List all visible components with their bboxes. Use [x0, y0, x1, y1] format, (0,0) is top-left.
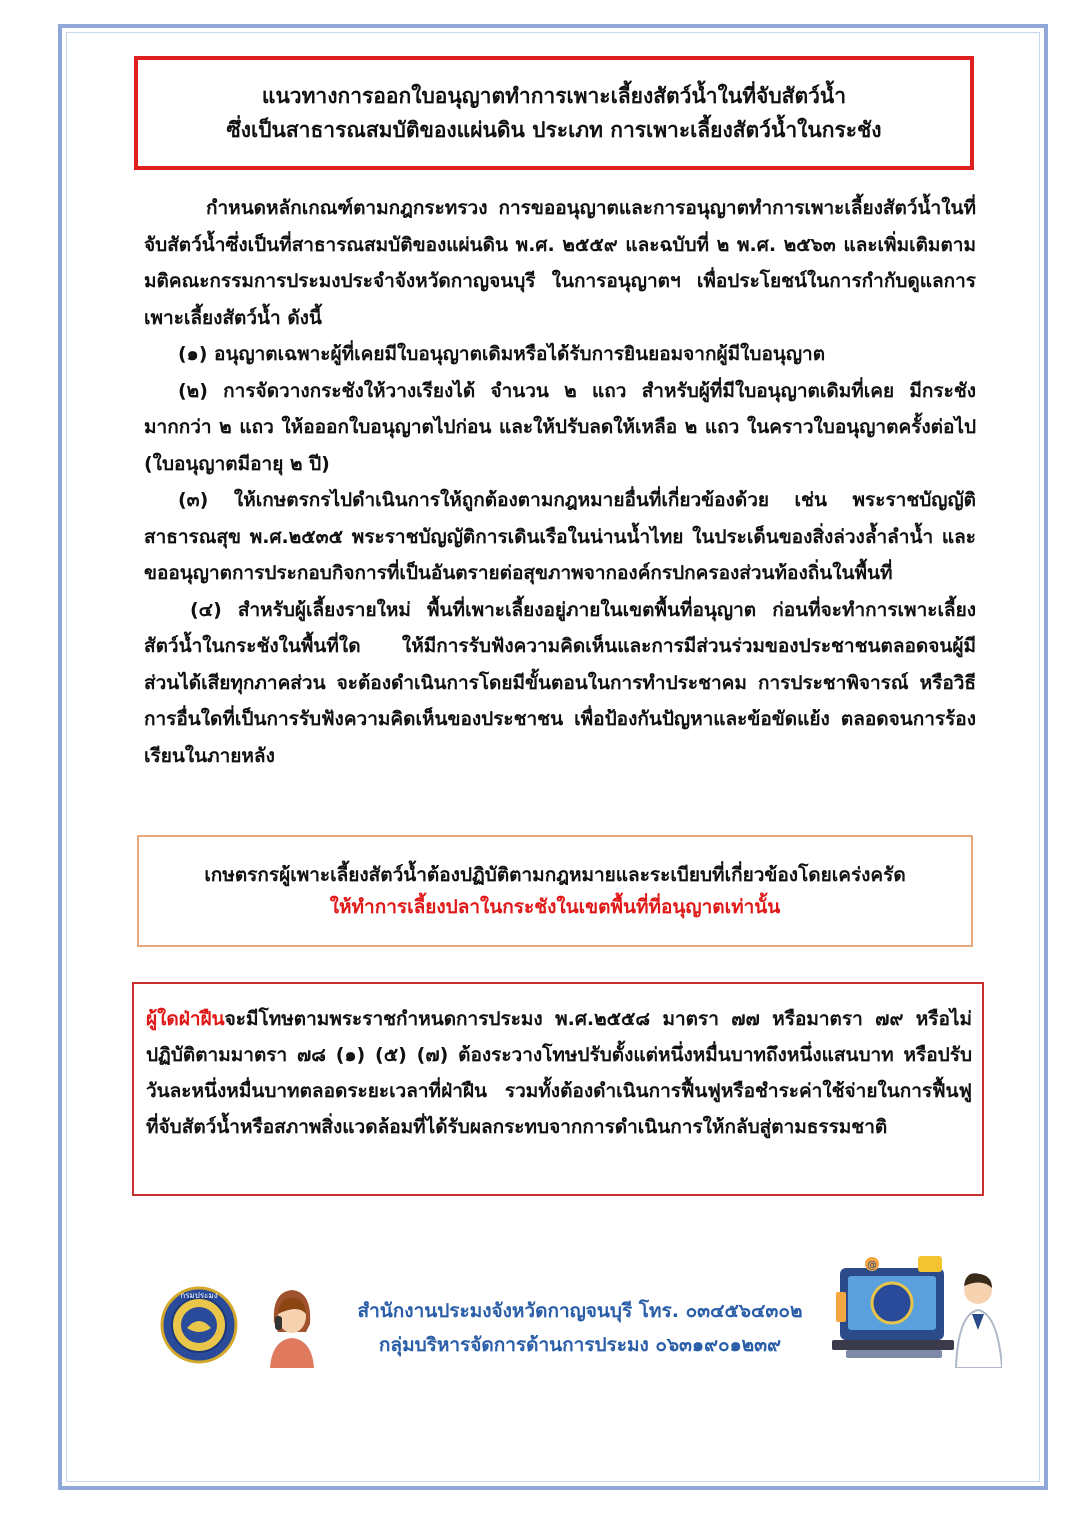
helpdesk-computer-icon	[832, 1256, 1002, 1368]
title-line-1: แนวทางการออกใบอนุญาตทำการเพาะเลี้ยงสัตว์น้ำในที่จับสัตว์น้ำ	[261, 84, 847, 108]
title-box	[134, 56, 974, 170]
guideline-item-3: (๓) ให้เกษตรกรไปดำเนินการให้ถูกต้องตามกฎหมายอื่นที่เกี่ยวข้องด้วย เช่น พระราชบัญญัติสาธารณสุข พ.ศ.๒๕๓๕ พระราชบัญญัติการเดินเรือในน่านน้ำไทย ในประเด็นของสิ่งล่วงล้ำลำน้ำ และขออนุญาตการประกอบกิจการที่เป็นอันตรายต่อสุขภาพจากองค์กรปกครองส่วนท้องถิ่นในพื้นที่	[144, 489, 976, 584]
seal-label: กรมประมง	[180, 1291, 218, 1300]
footer	[160, 1256, 1030, 1376]
svg-text:@: @	[867, 1260, 877, 1271]
contact-info	[340, 1294, 820, 1362]
phone-operator-icon	[264, 1286, 320, 1368]
office-contact: สำนักงานประมงจังหวัดกาญจนบุรี โทร. ๐๓๔๕๖๔๓๐๒	[357, 1300, 803, 1322]
guideline-item-4: (๔) สำหรับผู้เลี้ยงรายใหม่ พื้นที่เพาะเลี้ยงอยู่ภายในเขตพื้นที่อนุญาต ก่อนที่จะทำการเพาะเลี้ยงสัตว์น้ำในกระชังในพื้นที่ใด ให้มีการรับฟังความคิดเห็นและการมีส่วนร่วมของประชาชนตลอดจนผู้มีส่วนได้เสียทุกภาคส่วน จะต้องดำเนินการโดยมีขั้นตอนในการทำประชาคม การประชาพิจารณ์ หรือวิธีการอื่นใดที่เป็นการรับฟังความคิดเห็นของประชาชน เพื่อป้องกันปัญหาและข้อขัดแย้ง ตลอดจนการร้องเรียนในภายหลัง	[144, 598, 976, 767]
penalty-lead: ผู้ใดฝ่าฝืน	[146, 1008, 225, 1030]
notice-line-1: เกษตรกรผู้เพาะเลี้ยงสัตว์น้ำต้องปฏิบัติตามกฎหมายและระเบียบที่เกี่ยวข้องโดยเคร่งครัด	[204, 864, 906, 886]
intro-paragraph: กำหนดหลักเกณฑ์ตามกฎกระทรวง การขออนุญาตและการอนุญาตทำการเพาะเลี้ยงสัตว์น้ำในที่จับสัตว์น้ำซึ่งเป็นที่สาธารณสมบัติของแผ่นดิน พ.ศ. ๒๕๕๙ และฉบับที่ ๒ พ.ศ. ๒๕๖๓ และเพิ่มเติมตามมติคณะกรรมการประมงประจำจังหวัดกาญจนบุรี ในการอนุญาตฯ เพื่อประโยชน์ในการกำกับดูแลการเพาะเลี้ยงสัตว์น้ำ ดังนี้	[144, 197, 976, 329]
penalty-paragraph	[146, 1001, 972, 1145]
penalty-box	[132, 982, 984, 1196]
group-contact: กลุ่มบริหารจัดการด้านการประมง ๐๖๓๑๙๐๑๒๓๙	[378, 1334, 782, 1356]
guideline-item-2: (๒) การจัดวางกระชังให้วางเรียงได้ จำนวน ๒ แถว สำหรับผู้ที่มีใบอนุญาตเดิมที่เคย มีกระชังมากกว่า ๒ แถว ให้อออกใบอนุญาตไปก่อน และให้ปรับลดให้เหลือ ๒ แถว ในคราวใบอนุญาตครั้งต่อไป (ใบอนุญาตมีอายุ ๒ ปี)	[144, 379, 976, 475]
fisheries-seal-icon	[160, 1286, 238, 1364]
guideline-item-1: (๑) อนุญาตเฉพาะผู้ที่เคยมีใบอนุญาตเดิมหรือได้รับการยินยอมจากผู้มีใบอนุญาต	[178, 343, 826, 365]
penalty-text: จะมีโทษตามพระราชกำหนดการประมง พ.ศ.๒๕๕๘ มาตรา ๗๗ หรือมาตรา ๗๙ หรือไม่ปฏิบัติตามมาตรา ๗๘ (๑) (๕) (๗) ต้องระวางโทษปรับตั้งแต่หนึ่งหมื่นบาทถึงหนึ่งแสนบาท หรือปรับวันละหนึ่งหมื่นบาทตลอดระยะเวลาที่ฝ่าฝืน รวมทั้งต้องดำเนินการฟื้นฟูหรือชำระค่าใช้จ่ายในการฟื้นฟูที่จับสัตว์น้ำหรือสภาพสิ่งแวดล้อมที่ได้รับผลกระทบจากการดำเนินการให้กลับสู่ตามธรรมชาติ	[146, 1008, 972, 1138]
title-line-2: ซึ่งเป็นสาธารณสมบัติของแผ่นดิน ประเภท การเพาะเลี้ยงสัตว์น้ำในกระชัง	[226, 118, 882, 142]
notice-line-2: ให้ทำการเลี้ยงปลาในกระชังในเขตพื้นที่ที่อนุญาตเท่านั้น	[329, 896, 781, 918]
notice-box	[137, 835, 973, 947]
guideline-body	[144, 190, 976, 774]
